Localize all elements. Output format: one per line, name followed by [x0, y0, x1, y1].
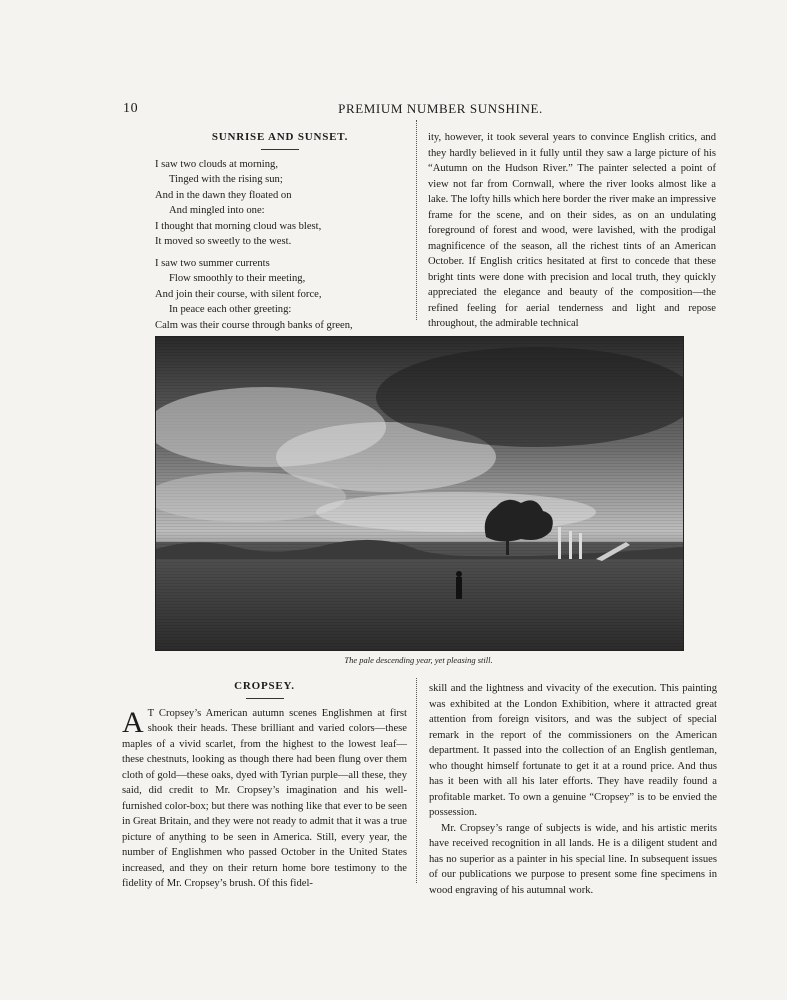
article-right-para-1: skill and the lightness and vivacity of the execution. This painting was exhibited at the London Exhibition, where it attracted great attention from foreign visitors, and was the subject of special remark in the report of the commissioners on the American department. It passed into the collection of an English gentleman, who thought himself fortunate to get it at a round price. And thus has it been with all his later efforts. They have readily found a profitable market. To own a genuine “Cropsey” is to be envied the possession.	[429, 683, 717, 818]
poem-line: Flow smoothly to their meeting,	[169, 273, 306, 284]
poem-line: And in the dawn they floated on	[155, 189, 292, 201]
upper-right-text: ity, however, it took several years to convince English critics, and they hardly believed in it fully until they saw a large picture of his “Autumn on the Hudson River.” The painter selected a point of view not far from Cornwall, where the river looks almost like a lake. The lofty hills which here border the river make an impressive frame for the scene, and on their sides, as on an undulating foreground of forest and wood, were lavished, with the prodigal magnificence of the season, all the richest tints of an American October. If English critics hesitated at first to concede that these bright tints were done with precision and local truth, they quickly appreciated the elegance and beauty of the composition—the refined feeling for aerial tenderness and light and repose throughout, the admirable technical	[428, 132, 716, 329]
poem-line: And join their course, with silent force,	[155, 288, 322, 300]
article-title-rule	[246, 698, 284, 699]
page-number: 10	[123, 101, 139, 116]
landscape-engraving-image	[156, 337, 683, 650]
article-right-column	[429, 681, 717, 898]
poem-column	[155, 130, 405, 355]
title-rule	[261, 149, 299, 150]
poem-line: And mingled into one:	[169, 205, 265, 216]
column-divider-top	[416, 120, 417, 320]
drop-cap: A	[122, 705, 144, 739]
running-title: PREMIUM NUMBER SUNSHINE.	[338, 101, 543, 116]
landscape-engraving	[155, 336, 684, 651]
poem-line: I thought that morning cloud was blest,	[155, 220, 322, 232]
upper-right-column	[428, 130, 716, 332]
poem-line: I saw two clouds at morning,	[155, 158, 278, 170]
running-head	[123, 101, 718, 121]
article-left-body: T Cropsey’s American autumn scenes Englishmen at first shook their heads. These brilliant and varied colors—these maples of a vivid scarlet, from the highest to the lowest leaf—these chestnuts, looking as though there had been flung over them cloth of gold—these oaks, dyed with Tyrian purple—all these, they said, did credit to Mr. Cropsey’s imagination and his well-furnished color-box; but there was nothing like that ever to be seen in Great Britain, and they were not ready to admit that it was a true picture of anything to be seen in America. Still, every year, the number of Englishmen who passed October in the United States increased, and they on their return home bore testimony to the fidelity of Mr. Cropsey’s brush. Of this fidel-	[122, 707, 407, 889]
article-title: CROPSEY.	[234, 680, 295, 692]
article-left-column	[122, 679, 407, 892]
article-left-text	[122, 706, 407, 892]
poem-stanza-2	[155, 256, 405, 349]
poem-line: It moved so sweetly to the west.	[155, 236, 292, 247]
poem-title: SUNRISE AND SUNSET.	[211, 131, 349, 143]
article-right-para-2: Mr. Cropsey’s range of subjects is wide, and his artistic merits have received recognition in all lands. He is a diligent student and has no superior as a painter in his special line. In subsequent issues of our publications we purpose to present some fine specimens in wood engraving of his autumnal work.	[429, 822, 717, 896]
poem-line: Calm was their course through banks of green,	[155, 319, 353, 331]
poem-stanza-1	[155, 157, 405, 250]
poem-line: I saw two summer currents	[155, 257, 270, 269]
poem-line: In peace each other greeting:	[169, 304, 292, 315]
column-divider-bottom	[416, 678, 417, 883]
illustration-caption: The pale descending year, yet pleasing still.	[344, 655, 493, 665]
poem-line: Tinged with the rising sun;	[169, 174, 283, 185]
